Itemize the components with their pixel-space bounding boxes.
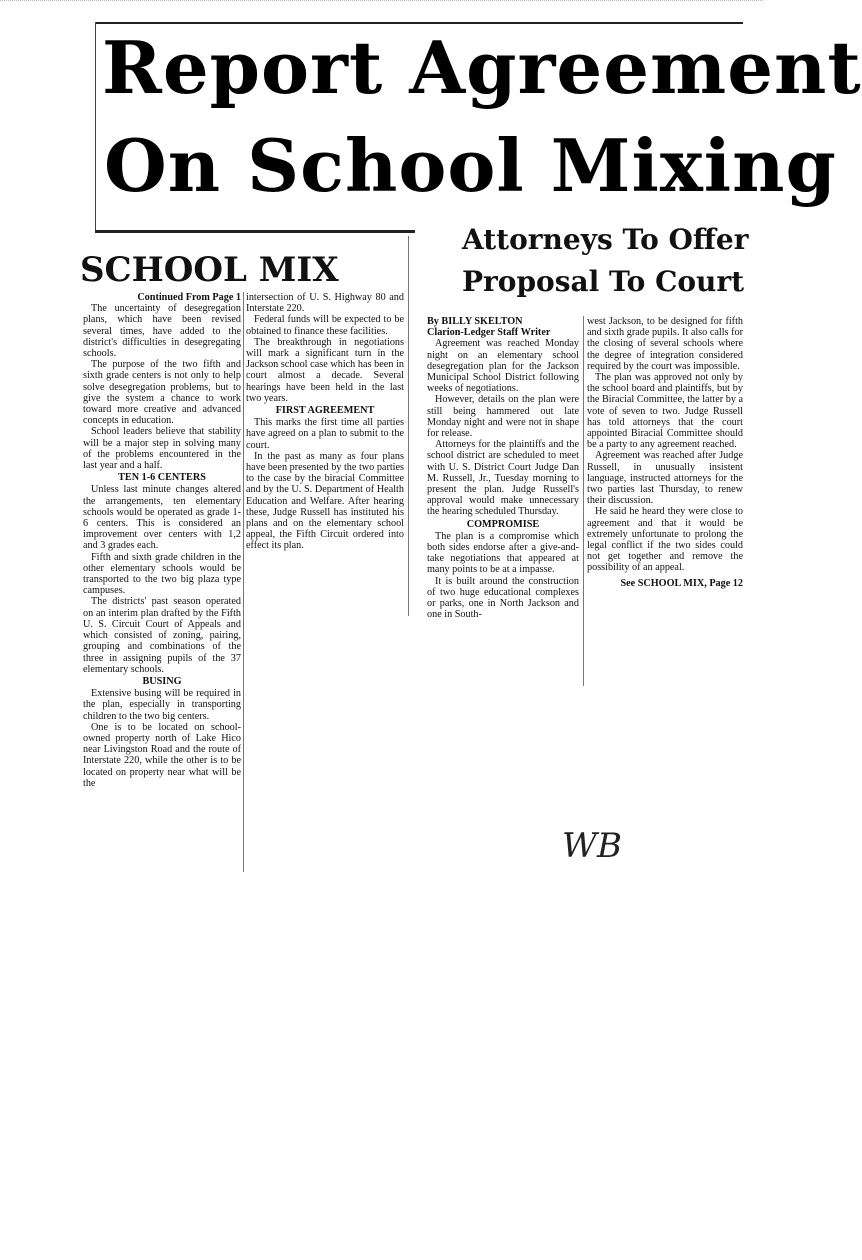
paragraph: Federal funds will be expected to be obtained to finance these facilities. — [246, 314, 404, 337]
paragraph: It is built around the construction of two huge educational complexes or parks, one in North Jackson and one in South- — [427, 575, 579, 621]
paragraph: intersection of U. S. Highway 80 and Interstate 220. — [246, 292, 404, 315]
paragraph: The uncertainty of desegregation plans, which have been revised several times, have added to the district's difficulties in desegregating schools. — [83, 303, 241, 360]
paragraph: He said he heard they were close to agreement and that it would be extremely unfortunate to prolong the legal conflict if the two sides could not get together and remove the possibility of an appeal. — [587, 506, 743, 574]
section-head: FIRST AGREEMENT — [275, 405, 375, 417]
paragraph: One is to be located on school-owned property north of Lake Hico near Livingston Road and the route of Interstate 220, while the other is to be located on property near what will be the — [83, 721, 241, 789]
column-divider — [243, 292, 244, 872]
section-head: COMPROMISE — [466, 518, 540, 530]
paragraph: Fifth and sixth grade children in the other elementary schools would be transported to the two big plaza type campuses. — [83, 551, 241, 597]
article-column-1 — [83, 292, 241, 789]
subheadline-line-1: Attorneys To Offer — [462, 223, 749, 256]
paragraph: Extensive busing will be required in the plan, especially in transporting children to the two big centers. — [83, 688, 241, 722]
paragraph: However, details on the plan were still being hammered out late Monday night and were not in shape for release. — [427, 394, 579, 440]
byline: By BILLY SKELTON — [427, 316, 523, 327]
article-column-4 — [587, 316, 743, 589]
handwritten-initials: WB — [562, 826, 622, 866]
paragraph: Agreement was reached after Judge Russell, in unusually insistent language, instructed attorneys for the two parties last Thursday, to renew their discussion. — [587, 450, 743, 507]
headline-underline — [95, 230, 415, 233]
article-column-2 — [246, 292, 404, 552]
continued-line: Continued From Page 1 — [137, 292, 241, 303]
paragraph: The districts' past season operated on an interim plan drafted by the Fifth U. S. Circuit Court of Appeals and which consisted of zoning, pairing, grouping and combinations of the three in assigning pupils of the 37 elementary schools. — [83, 596, 241, 675]
paragraph: west Jackson, to be designed for fifth and sixth grade pupils. It also calls for the closing of several schools where the degree of integration considered required by the court was impossible. — [587, 316, 743, 372]
paragraph: Agreement was reached Monday night on an elementary school desegregation plan for the Jackson Municipal School District following weeks of negotiations. — [427, 338, 579, 395]
section-head: TEN 1-6 CENTERS — [118, 472, 206, 484]
column-divider — [583, 316, 584, 686]
scan-dotted-edge — [0, 0, 763, 7]
section-head: BUSING — [142, 675, 182, 687]
jump-headline: SCHOOL MIX — [80, 250, 339, 290]
column-divider — [408, 236, 409, 616]
clipping-frame-left — [95, 22, 96, 232]
jump-reference: See SCHOOL MIX, Page 12 — [620, 577, 743, 589]
headline-line-2: On School Mixing — [104, 123, 837, 208]
paragraph: Attorneys for the plaintiffs and the school district are scheduled to meet with U. S. District Court Judge Dan M. Russell, Jr., Tuesday morning to present the plan. Judge Russell's approval would make unnecessary the hearing scheduled Thursday. — [427, 439, 579, 518]
byline-affiliation: Clarion-Ledger Staff Writer — [427, 327, 551, 339]
paragraph: In the past as many as four plans have been presented by the two parties to the case by the biracial Committee and by the U. S. Department of Health Education and Welfare. After hearing these, Judge Russell has instituted his plans and on the elementary school appeal, the Fifth Circuit ordered into effect its plan. — [246, 450, 404, 552]
paragraph: The purpose of the two fifth and sixth grade centers is not only to help solve desegregation problems, but to give the system a chance to work toward more creative and advanced concepts in education. — [83, 359, 241, 427]
paragraph: The plan is a compromise which both sides endorse after a give-and-take negotiations that appeared at many points to be at a impasse. — [427, 530, 579, 576]
top-rule — [95, 22, 743, 24]
paragraph: School leaders believe that stability will be a major step in solving many of the problems encountered in the last year and a half. — [83, 426, 241, 472]
paragraph: Unless last minute changes altered the arrangements, ten elementary schools would be operated as grade 1-6 centers. This is considered an improvement over centers with 1,2 and 3 grades each. — [83, 484, 241, 552]
paragraph: The plan was approved not only by the school board and plaintiffs, but by the Biracial Committee, the latter by a vote of seven to two. Judge Russell has told attorneys that the court appointed Biracial Committee should be a party to any agreement reached. — [587, 372, 743, 451]
paragraph: This marks the first time all parties have agreed on a plan to submit to the court. — [246, 417, 404, 451]
headline-line-1: Report Agreement — [102, 25, 862, 110]
subheadline-line-2: Proposal To Court — [462, 265, 745, 298]
article-column-3 — [427, 316, 579, 620]
paragraph: The breakthrough in negotiations will mark a significant turn in the Jackson school case which has been in court almost a decade. Several hearings have been held in the last two years. — [246, 336, 404, 404]
